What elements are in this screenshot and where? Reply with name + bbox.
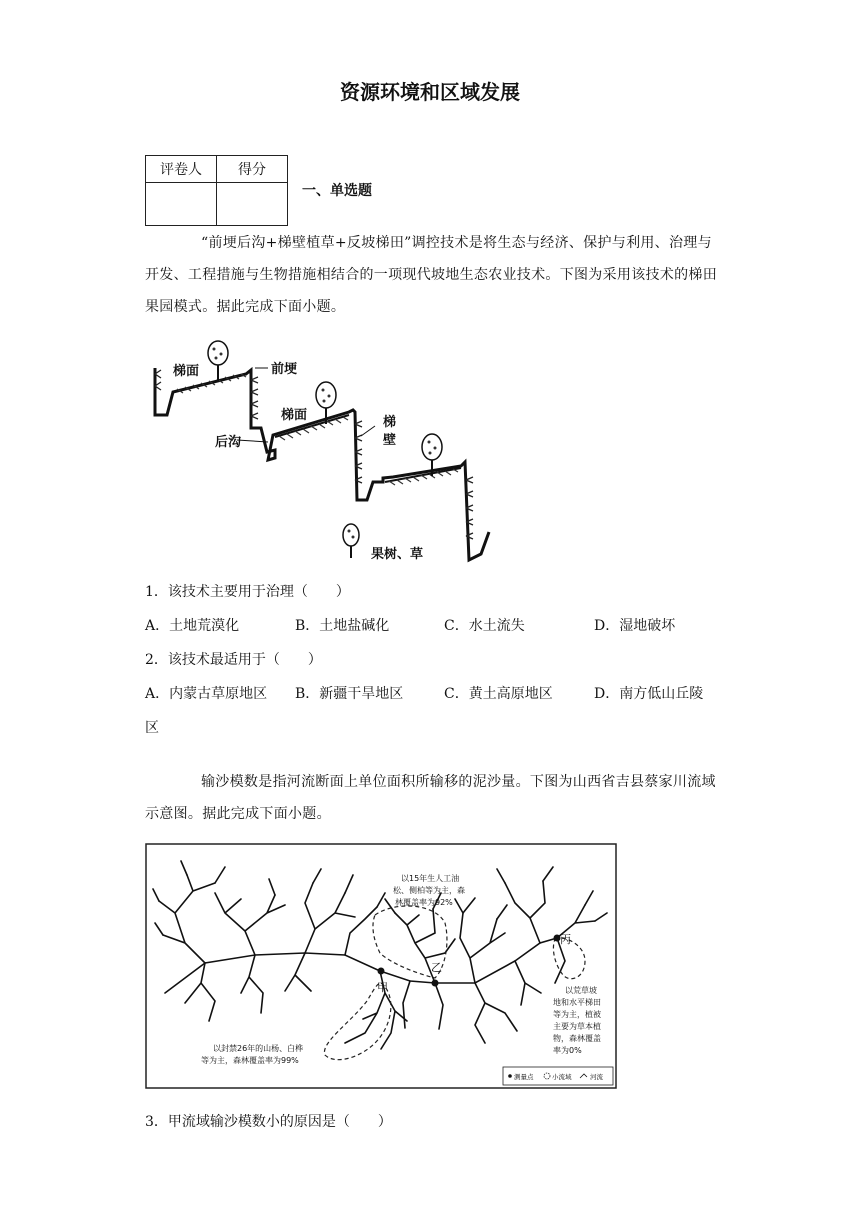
q1-option-b: B．土地盐碱化 xyxy=(295,618,390,634)
map-point-yi xyxy=(432,980,439,987)
score-table-score-header: 得分 xyxy=(217,156,288,183)
legend-point: 测量点 xyxy=(514,1073,534,1081)
score-table-score-cell xyxy=(217,183,288,226)
passage-2 xyxy=(145,766,719,830)
q2-option-c: C．黄土高原地区 xyxy=(444,686,553,702)
page-title: 资源环境和区域发展 xyxy=(340,80,520,104)
q2-option-b: B．新疆干旱地区 xyxy=(295,686,404,702)
label-tibi-1: 梯 xyxy=(383,415,397,430)
map-legend xyxy=(503,1067,613,1085)
passage-1 xyxy=(145,227,719,323)
q1-option-a: A．土地荒漠化 xyxy=(145,618,240,634)
passage-1-text: “前埂后沟+梯壁植草+反坡梯田”调控技术是将生态与经济、保护与利用、治理与开发、工程措施与生物措施相结合的一项现代坡地生态农业技术。下图为采用该技术的梯田果园模式。据此完成下面小题。 xyxy=(145,235,717,315)
map-point-jia xyxy=(378,968,385,975)
q1-option-c: C．水土流失 xyxy=(444,618,525,634)
q2-option-d-continued: 区 xyxy=(145,720,159,736)
label-guoshu: 果树、草 xyxy=(371,547,424,562)
score-table-grader-header: 评卷人 xyxy=(146,156,217,183)
terrace-figure xyxy=(143,340,503,572)
label-hougou: 后沟 xyxy=(215,435,242,450)
note-bing-line-2: 地和水平梯田 xyxy=(553,998,601,1007)
note-bing-line-1: 以荒草坡 xyxy=(565,986,597,995)
map-label-yi: 乙 xyxy=(431,961,442,974)
question-3-stem: 3．甲流域输沙模数小的原因是（ ） xyxy=(145,1114,392,1130)
note-bing-line-5: 物，森林覆盖 xyxy=(553,1034,601,1043)
score-table xyxy=(145,155,288,226)
question-1-stem: 1．该技术主要用于治理（ ） xyxy=(145,584,350,600)
map-label-bing: 丙 xyxy=(560,933,571,946)
note-yi-line-2: 松、侧柏等为主，森 xyxy=(393,886,465,895)
note-jia-line-1: 以封禁26年的山杨、白桦 xyxy=(213,1044,304,1053)
note-jia-line-2: 等为主，森林覆盖率为99% xyxy=(201,1056,299,1065)
q2-option-a: A．内蒙古草原地区 xyxy=(145,686,268,702)
note-bing-line-6: 率为0% xyxy=(553,1046,582,1055)
passage-2-text: 输沙模数是指河流断面上单位面积所输移的泥沙量。下图为山西省吉县蔡家川流域示意图。据此完成下面小题。 xyxy=(145,774,716,822)
q2-option-d: D．南方低山丘陵 xyxy=(594,686,704,702)
question-2-stem: 2．该技术最适用于（ ） xyxy=(145,652,322,668)
note-bing-line-4: 主要为草本植 xyxy=(553,1022,601,1031)
q1-option-d: D．湿地破坏 xyxy=(594,618,676,634)
score-table-grader-cell xyxy=(146,183,217,226)
map-label-jia: 甲 xyxy=(377,981,388,994)
note-yi-line-3: 林覆盖率为92% xyxy=(395,898,453,907)
legend-river: 河流 xyxy=(590,1073,603,1081)
label-tibi-2: 壁 xyxy=(383,433,397,448)
note-yi-line-1: 以15年生人工油 xyxy=(401,874,460,883)
label-tiemian-2: 梯面 xyxy=(281,408,308,423)
label-tiemian-1: 梯面 xyxy=(173,364,200,379)
section-heading: 一、单选题 xyxy=(302,183,372,199)
basin-map-figure xyxy=(145,843,617,1089)
note-bing-line-3: 等为主，植被 xyxy=(553,1010,601,1019)
legend-basin: 小流域 xyxy=(552,1073,572,1081)
label-qiangeng: 前埂 xyxy=(271,362,298,377)
